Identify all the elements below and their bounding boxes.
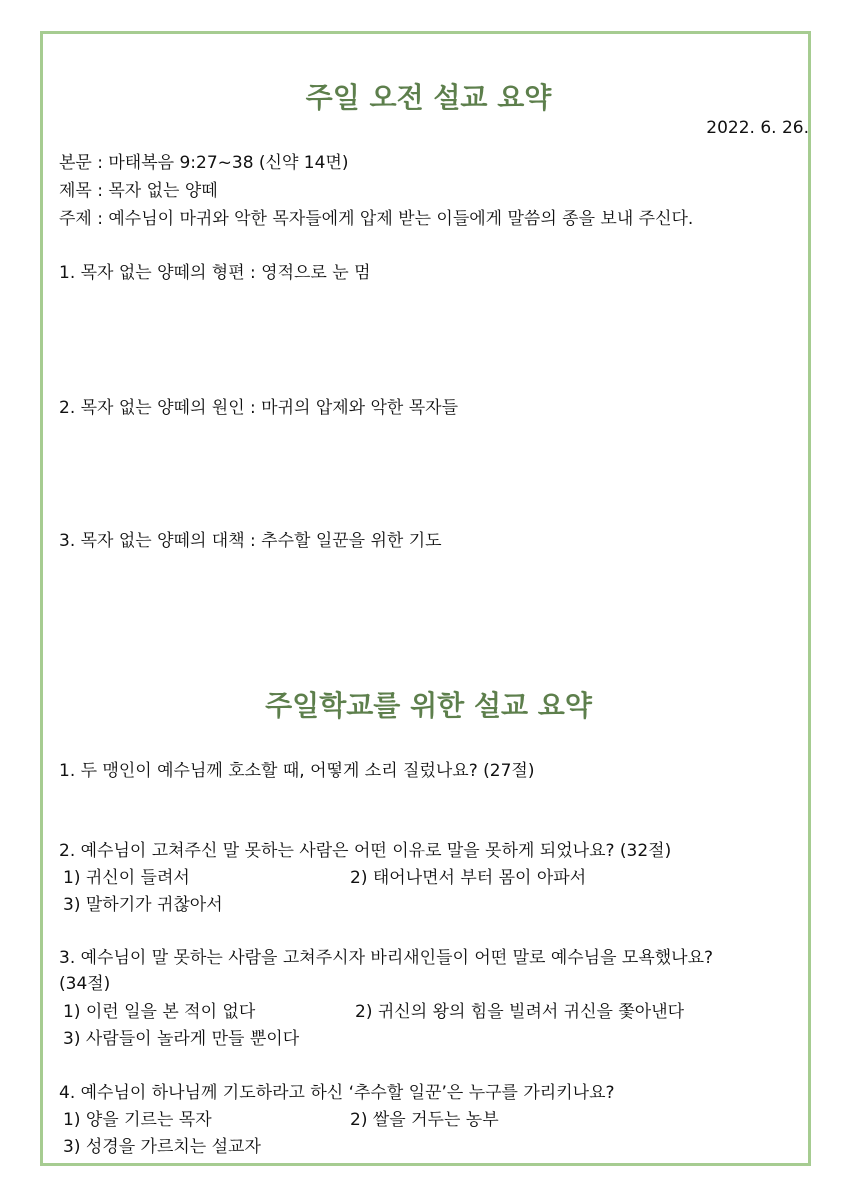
question-4-option-2: 2) 쌀을 거두는 농부 — [350, 1110, 499, 1130]
sermon-point-3: 3. 목자 없는 양떼의 대책 : 추수할 일꾼을 위한 기도 — [59, 531, 442, 551]
sermon-subject: 제목 : 목자 없는 양떼 — [59, 181, 218, 201]
sermon-date: 2022. 6. 26. — [706, 118, 809, 138]
question-2-option-3: 3) 말하기가 귀찮아서 — [63, 895, 223, 915]
question-1: 1. 두 맹인이 예수님께 호소할 때, 어떻게 소리 질렀나요? (27절) — [59, 761, 535, 781]
sermon-theme: 주제 : 예수님이 마귀와 악한 목자들에게 압제 받는 이들에게 말씀의 종을 보내 주신다. — [59, 209, 694, 229]
question-3-verse: (34절) — [59, 974, 111, 994]
question-4: 4. 예수님이 하나님께 기도하라고 하신 ‘추수할 일꾼’은 누구를 가리키나요? — [59, 1083, 615, 1103]
question-3: 3. 예수님이 말 못하는 사람을 고쳐주시자 바리새인들이 어떤 말로 예수님을 모욕했나요? — [59, 948, 714, 968]
question-3-option-1: 1) 이런 일을 본 적이 없다 — [63, 1002, 256, 1022]
question-4-option-1: 1) 양을 기르는 목자 — [63, 1110, 212, 1130]
sunday-school-title: 주일학교를 위한 설교 요약 — [265, 689, 592, 722]
sermon-point-2: 2. 목자 없는 양떼의 원인 : 마귀의 압제와 악한 목자들 — [59, 398, 459, 418]
question-3-option-3: 3) 사람들이 놀라게 만들 뿐이다 — [63, 1029, 300, 1049]
sermon-point-1: 1. 목자 없는 양떼의 형편 : 영적으로 눈 멈 — [59, 263, 371, 283]
question-2: 2. 예수님이 고쳐주신 말 못하는 사람은 어떤 이유로 말을 못하게 되었나요? (32절) — [59, 841, 672, 861]
question-2-option-1: 1) 귀신이 들려서 — [63, 868, 190, 888]
question-4-option-3: 3) 성경을 가르치는 설교자 — [63, 1137, 261, 1157]
question-2-option-2: 2) 태어나면서 부터 몸이 아파서 — [350, 868, 587, 888]
question-3-option-2: 2) 귀신의 왕의 힘을 빌려서 귀신을 쫓아낸다 — [355, 1002, 685, 1022]
sermon-passage: 본문 : 마태복음 9:27~38 (신약 14면) — [59, 153, 349, 173]
page-border — [40, 31, 811, 1166]
sermon-title: 주일 오전 설교 요약 — [305, 81, 552, 114]
